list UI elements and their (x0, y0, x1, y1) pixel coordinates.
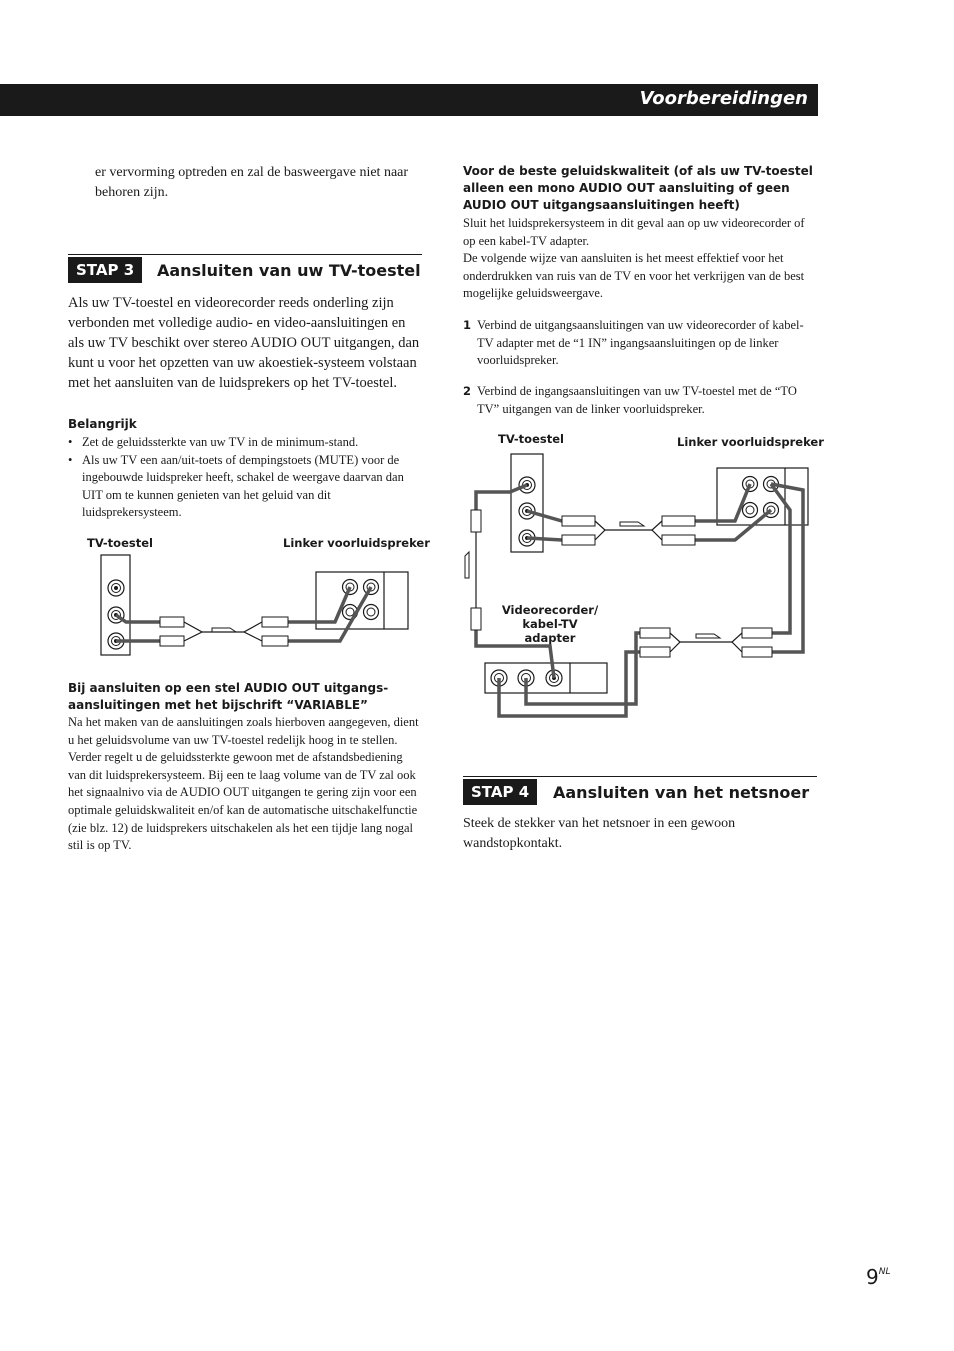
stap3-body: Als uw TV-toestel en videorecorder reeds onderling zijn verbonden met volledige audio- en video-aansluitingen en als uw TV beschikt over stereo AUDIO OUT uitgangen, dan kunt u voor het opzetten van uw akoestiek-systeem volstaan met het aansluiten van de luidsprekers op het TV-toestel. (68, 295, 420, 391)
signal-arrow (465, 552, 469, 578)
intro-text: er vervorming optreden en zal de basweergave niet naar behoren zijn. (95, 165, 409, 200)
step-text: Verbind de uitgangsaansluitingen van uw videorecorder of kabel-TV adapter met de “1 IN” ingangsaansluitingen op de linker voorluidspreker. (477, 318, 804, 368)
stap4-title: Aansluiten van het netsnoer (553, 783, 810, 802)
page-language-suffix: NL (878, 1267, 891, 1277)
diagram1-speaker-label: Linker voorluidspreker (283, 536, 430, 550)
diagram1-tv-label: TV-toestel (87, 536, 153, 550)
page-number-value: 9 (866, 1265, 879, 1289)
variable-body: Na het maken van de aansluitingen zoals hierboven aangegeven, dient u het geluidsvolume van uw TV-toestel redelijk hoog in te stellen. Verder regelt u de geluidssterkte gewoon met de afstandsbediening van dit luidsprekersysteem. Bij een te laag volume van de TV zal ook het signaalnivo via de AUDIO OUT uitgangen te gering zijn voor een optimale geluidskwaliteit en/of kan de automatische uitschakelfunctie (zie blz. 12) de luidsprekers uitschakelen als het een tijdje lang nogal stil is op TV. (68, 715, 419, 853)
step-number: 1 (463, 318, 472, 332)
important-bullet: • Als uw TV een aan/uit-toets of dempingstoets (MUTE) voor de ingebouwde luidspreker heeft, schakel de weergave daarvan dan UIT om te kunnen genieten van het geluid van dit luidsprekersysteem. (68, 452, 410, 522)
stap3-title: Aansluiten van uw TV-toestel (157, 261, 421, 280)
important-heading: Belangrijk (68, 417, 137, 431)
variable-heading: Bij aansluiten op een stel AUDIO OUT uitgangs-aansluitingen met het bijschrift “VARIABLE” (68, 681, 389, 712)
quality-heading: Voor de beste geluidskwaliteit (of als uw TV-toestel alleen een mono AUDIO OUT aansluiting of geen AUDIO OUT uitgangsaansluitingen heeft) (463, 164, 813, 212)
vcr-label-line: Videorecorder/ (501, 603, 599, 617)
diagram2-tv-label: TV-toestel (498, 432, 564, 446)
section-title: Voorbereidingen (639, 88, 808, 109)
stap4-badge: STAP 4 (463, 779, 537, 805)
signal-arrow (696, 634, 720, 638)
stap3-badge: STAP 3 (68, 257, 142, 283)
vcr-label-line: kabel-TV adapter (522, 617, 578, 645)
stap4-body: Steek de stekker van het netsnoer in een gewoon wandstopkontakt. (463, 816, 736, 851)
diagram2-speaker-label: Linker voorluidspreker (677, 435, 824, 449)
page-number (866, 1265, 890, 1289)
important-bullet: • Zet de geluidssterkte van uw TV in de minimum-stand. (68, 434, 410, 452)
signal-arrow (620, 522, 644, 526)
quality-body: Sluit het luidsprekersysteem in dit geval aan op uw videorecorder of op een kabel-TV adapter. De volgende wijze van aansluiten is het meest effektief voor het onderdrukken van ruis van de TV en voor het verkrijgen van de best mogelijke geluidsweergave. (463, 216, 805, 301)
step-number: 2 (463, 384, 472, 398)
step-text: Verbind de ingangsaansluitingen van uw TV-toestel met de “TO TV” uitgangen van de linker voorluidspreker. (477, 384, 797, 416)
stap4-rule (463, 776, 817, 777)
